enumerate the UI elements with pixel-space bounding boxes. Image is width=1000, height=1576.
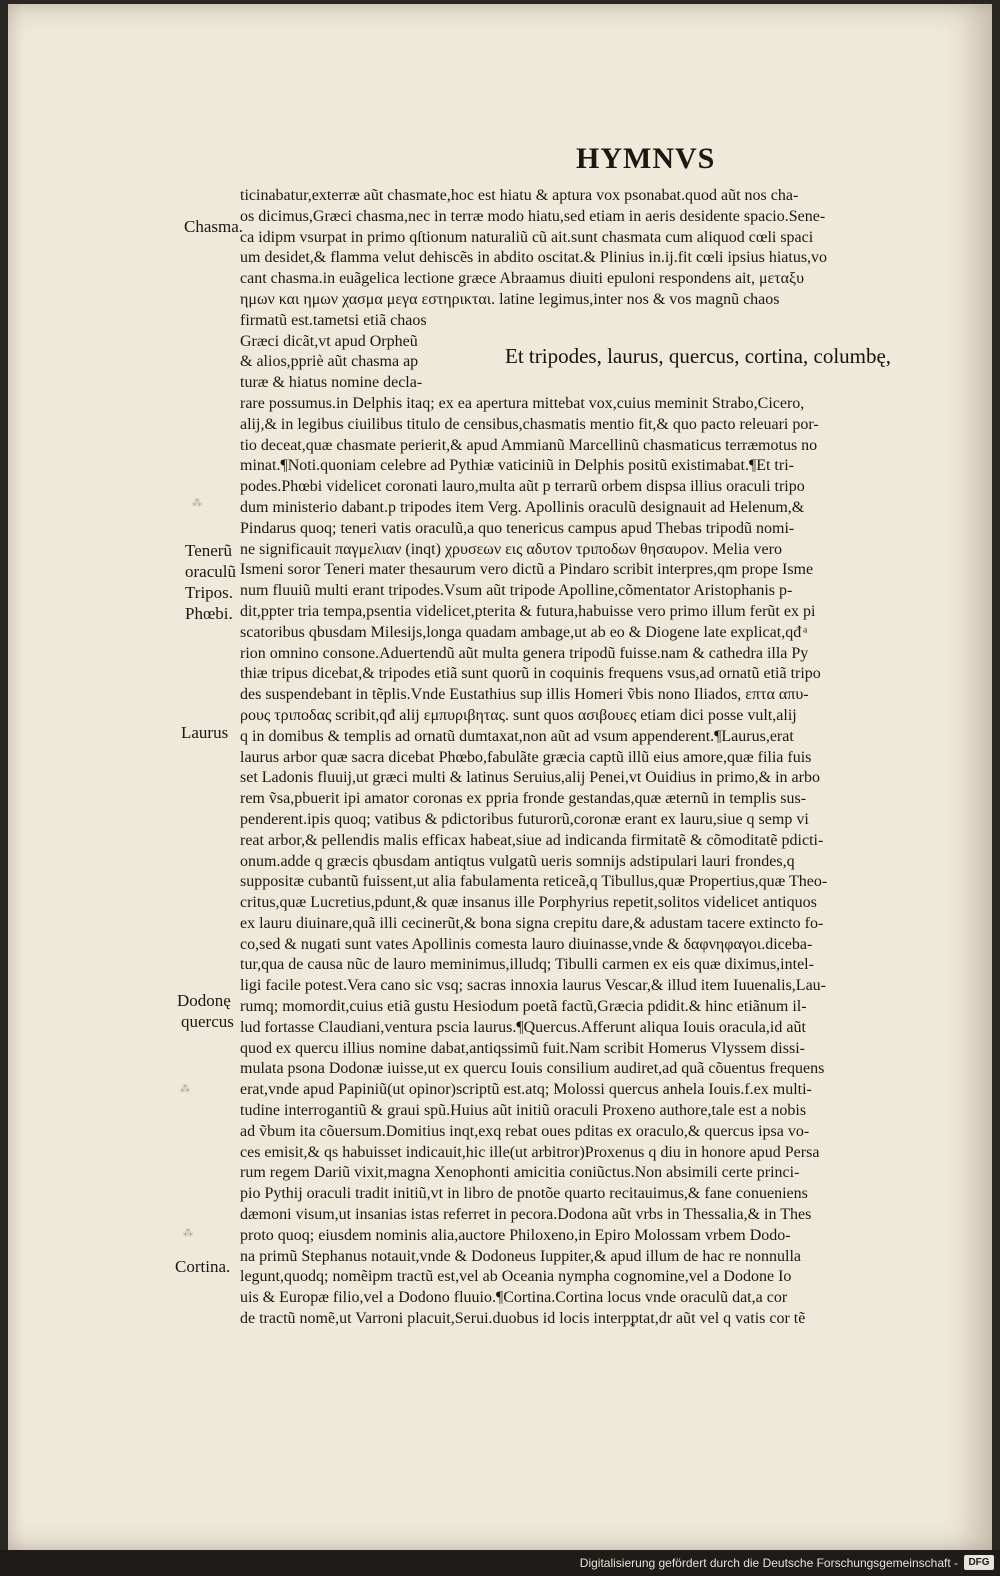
text-line: critus,quæ Lucretius,pdunt,& quæ insanus ille Porphyrius repetit,solitos videlicet antiquos: [240, 894, 817, 912]
text-line: & alios,ppriè aũt chasma ap: [240, 353, 419, 371]
text-line: reat arbor,& pellendis malis efficax habeat,siue ad indicanda firmitatẽ & cõmoditatẽ pdicti-: [240, 831, 824, 849]
ink-smudge: ⁂: [192, 498, 202, 509]
text-line: tio deceat,quæ chasmate perierit,& apud Ammianũ Marcellinũ chasmaticus terræmotus no: [240, 436, 818, 454]
text-line: ticinabatur,exterræ aũt chasmate,hoc est hiatu & aptura vox psonabat.quod aũt nos cha-: [240, 187, 799, 204]
margin-note-quercus: quercus: [181, 1012, 234, 1031]
text-line: tudine interrogantiũ & graui spũ.Huius aũt initiũ oraculi Proxeno authore,tale est a nobis: [240, 1102, 807, 1120]
text-line: firmatũ est.tametsi etiã chaos: [240, 311, 427, 329]
text-line: rare possumus.in Delphis itaq; ex ea apertura mittebat vox,cuius meminit Strabo,Cicero,: [240, 394, 805, 412]
text-line: rumq; momordit,cuius etiã gustu Hesiodum poetã factũ,Græcia pdidit.& hinc etiãnum il-: [240, 998, 807, 1016]
text-line: proto quoq; eiusdem nominis alia,auctore Philoxeno,in Epiro Molossam vrbem Dodo-: [240, 1226, 791, 1244]
ink-smudge: ⁂: [180, 1084, 190, 1095]
margin-note-phoebi: Phœbi.: [185, 604, 233, 623]
margin-note-oraculum: oraculũ: [185, 562, 236, 581]
footer-credit: Digitalisierung gefördert durch die Deutsche Forschungsgemeinschaft -: [579, 1556, 958, 1570]
text-line: os dicimus,Græci chasma,nec in terræ modo hiatu,sed etiam in aeris desidente spacio.Sene-: [240, 207, 826, 225]
margin-note-tenerum: Tenerũ: [185, 541, 232, 560]
text-line: Ismeni soror Teneri mater thesaurum vero dictũ a Pindaro scribit interpres,qm prope Isme: [240, 561, 814, 579]
text-line: suppositæ cubantũ fuissent,ut alia fabulamenta reticeã,q Tibullus,quæ Propertius,quæ Theo-: [240, 873, 828, 891]
text-line: des suspendebant in tẽplis.Vnde Eustathius sup illis Homeri ṽbis nono Iliados, επτα απυ-: [240, 686, 809, 704]
text-line: rion omnino consone.Aduertendũ aũt multa genera tripodũ fuisse.nam & cathedra illa Py: [240, 644, 809, 662]
text-line: thiæ tripus dicebat,& tripodes etiã sunt quorũ in coquinis frequens vsus,ad ornatũ etiã tripo: [240, 665, 821, 683]
running-header: HYMNVS: [576, 142, 716, 175]
margin-note-tripos: Tripos.: [185, 583, 234, 602]
text-line: rem ṽsa,pbuerit ipi amator coronas ex ppria fronde gestandas,quæ æternũ in templis sus-: [240, 790, 807, 808]
text-line: ne significauit παγμελιαν (inqt) χρυσεων εις αδυτον τριποδων θησαυρον. Melia vero: [240, 540, 782, 558]
body-text: [240, 186, 960, 1330]
text-line: ces emisit,& qs habuisset indicauit,hic ille(ut arbitror)Proxenus q diu in honore apud Persa: [240, 1143, 820, 1161]
text-line: q in domibus & templis ad ornatũ dumtaxat,non aũt ad vsum appenderent.¶Laurus,erat: [240, 727, 794, 745]
text-line: onum.adde q græcis qbusdam antiqtus vulgatũ ueris somnijs adstipulari lauri frondes,q: [240, 852, 795, 870]
text-line: mulata psona Dodonæ iuisse,ut ex quercu Iouis consilium audiret,ad quã cõuentus frequens: [240, 1060, 825, 1078]
text-line: quod ex quercu illius nomine dabat,antiqssimũ fuit.Nam scribit Homerus Vlyssem dissi-: [240, 1039, 805, 1057]
text-line: laurus arbor quæ sacra dicebat Phœbo,fabulãte græcia captũ illũ eius amore,quæ filia fuis: [240, 748, 812, 766]
text-line: ημων και ημων χασμα μεγα εστηρικται. latine legimus,inter nos & vos magnũ chaos: [240, 290, 780, 308]
text-line: podes.Phœbi videlicet coronati lauro,multa aũt p terrarũ orbem dispsa illius oraculi tripo: [240, 478, 805, 496]
text-line: pio Pythij oraculi tradit initiũ,vt in libro de pnotõe quarto recitauimus,& fane conueniens: [240, 1185, 808, 1203]
text-line: co,sed & nugati sunt vates Apollinis comesta lauro diuinasse,vnde & δαφνηφαγοι.diceba-: [240, 935, 813, 953]
text-line: set Ladonis fluuij,ut græci multi & latinus Seruius,alij Penei,vt Ouidius in primo,& in arbo: [240, 769, 820, 787]
text-line: ad ṽbum ita cõuersum.Domitius inqt,exq rebat oues pditas ex oraculo,& quercus ipsa vo-: [240, 1122, 810, 1140]
text-line: ca idipm vsurpat in primo qſtionum naturaliũ cũ ait.sunt chasmata cum aliquod cœli spaci: [240, 228, 814, 246]
ink-smudge: ⁂: [183, 1228, 193, 1239]
text-line: ρους τριποδας scribit,qđ alij εμπυριβητας. sunt quos ασιβουες etiam dici posse vult,alij: [240, 706, 797, 724]
footer-bar: [0, 1550, 1000, 1576]
text-line: minat.¶Noti.quoniam celebre ad Pythiæ vaticiniũ in Delphis positũ existimabat.¶Et tri-: [240, 457, 794, 475]
text-line: cant chasma.in euãgelica lectione græce Abraamus diuiti epuloni respondens ait, μεταξυ: [240, 270, 805, 288]
text-line: dit,ppter tria tempa,psentia videlicet,pterita & futura,habuisse vero primo illum ferũt ex pi: [240, 602, 816, 620]
text-line: dæmoni visum,ut insanias istas referret in pecora.Dodona aũt vrbs in Thessalia,& in Thes: [240, 1206, 812, 1224]
text-line: num fluuiũ multi erant tripodes.Vsum aũt tripode Apolline,cõmentator Aristophanis p-: [240, 582, 793, 600]
text-line: penderent.ipis quoq; vatibus & pdictoribus futurorũ,coronæ erant ex lauru,siue q semp vi: [240, 810, 809, 828]
margin-note-laurus: Laurus: [181, 723, 229, 742]
dfg-logo-icon: DFG: [964, 1555, 994, 1570]
text-line: um desidet,& flamma velut dehiscẽs in abdito oscitat.& Plinius in.ij.fit cœli ipsius hiatus,vo: [240, 249, 828, 267]
text-line: Pindarus quoq; teneri vatis oraculũ,a quo tenericus campus apud Thebas tripodũ nomi-: [240, 519, 795, 537]
text-line: legunt,quodq; nomẽipm tractũ est,vel ab Oceania nympha cognomine,vel a Dodone Io: [240, 1268, 792, 1286]
margin-note-chasma: Chasma.: [184, 217, 244, 236]
text-line: uis & Europæ filio,vel a Dodono fluuio.¶Cortina.Cortina locus vnde oraculũ dat,a cor: [240, 1289, 788, 1307]
margin-note-dodonae: Dodonę: [177, 991, 231, 1010]
text-line: rum regem Dariũ vixit,magna Xenophonti amicitia coniũctus.Non absimili certe princi-: [240, 1164, 800, 1182]
text-line: alij,& in legibus ciuilibus titulo de censibus,chasmatis mentio fit,& quo pacto releuari por-: [240, 415, 819, 433]
text-line: Græci dicãt,vt apud Orpheũ: [240, 332, 418, 350]
text-line: dum ministerio dabant.p tripodes item Verg. Apollinis oraculũ designauit ad Helenum,&: [240, 498, 805, 516]
text-line: ligi facile potest.Vera cano sic vsq; sacras innoxia laurus Vescar,& illud item Iuuenalis,Lau-: [240, 977, 826, 995]
text-line: erat,vnde apud Papiniũ(ut opinor)scriptũ est.atq; Molossi quercus anhela Iouis.f.ex multi-: [240, 1081, 812, 1099]
text-line: de tractũ nomẽ,ut Varroni placuit,Serui.duobus id locis interpᵱtat,dr aũt vel q vatis cor tẽ: [240, 1310, 806, 1328]
text-line: ex lauru diuinare,quã illi cecinerũt,& bona signa crepitu dare,& adustam tacere extincto fo-: [240, 914, 824, 932]
text-line: turæ & hiatus nomine decla-: [240, 374, 423, 392]
book-page: [8, 4, 992, 1550]
margin-note-cortina: Cortina.: [175, 1257, 231, 1276]
text-line: lud fortasse Claudiani,ventura pscia laurus.¶Quercus.Afferunt aliqua Iouis oracula,id aũt: [240, 1018, 806, 1036]
text-line: tur,qua de causa nũc de lauro meminimus,illudq; Tibulli carmen ex eis quæ diximus,intel-: [240, 956, 814, 974]
verse-lemma: Et tripodes, laurus, quercus, cortina, columbę,: [505, 344, 892, 368]
text-line: scatoribus qbusdam Milesijs,longa quadam ambage,ut ab eo & Diogene late explicat,qđ ͣ: [240, 623, 806, 641]
text-line: na primũ Stephanus notauit,vnde & Dodoneus Iuppiter,& apud illum de hac re nonnulla: [240, 1247, 802, 1265]
